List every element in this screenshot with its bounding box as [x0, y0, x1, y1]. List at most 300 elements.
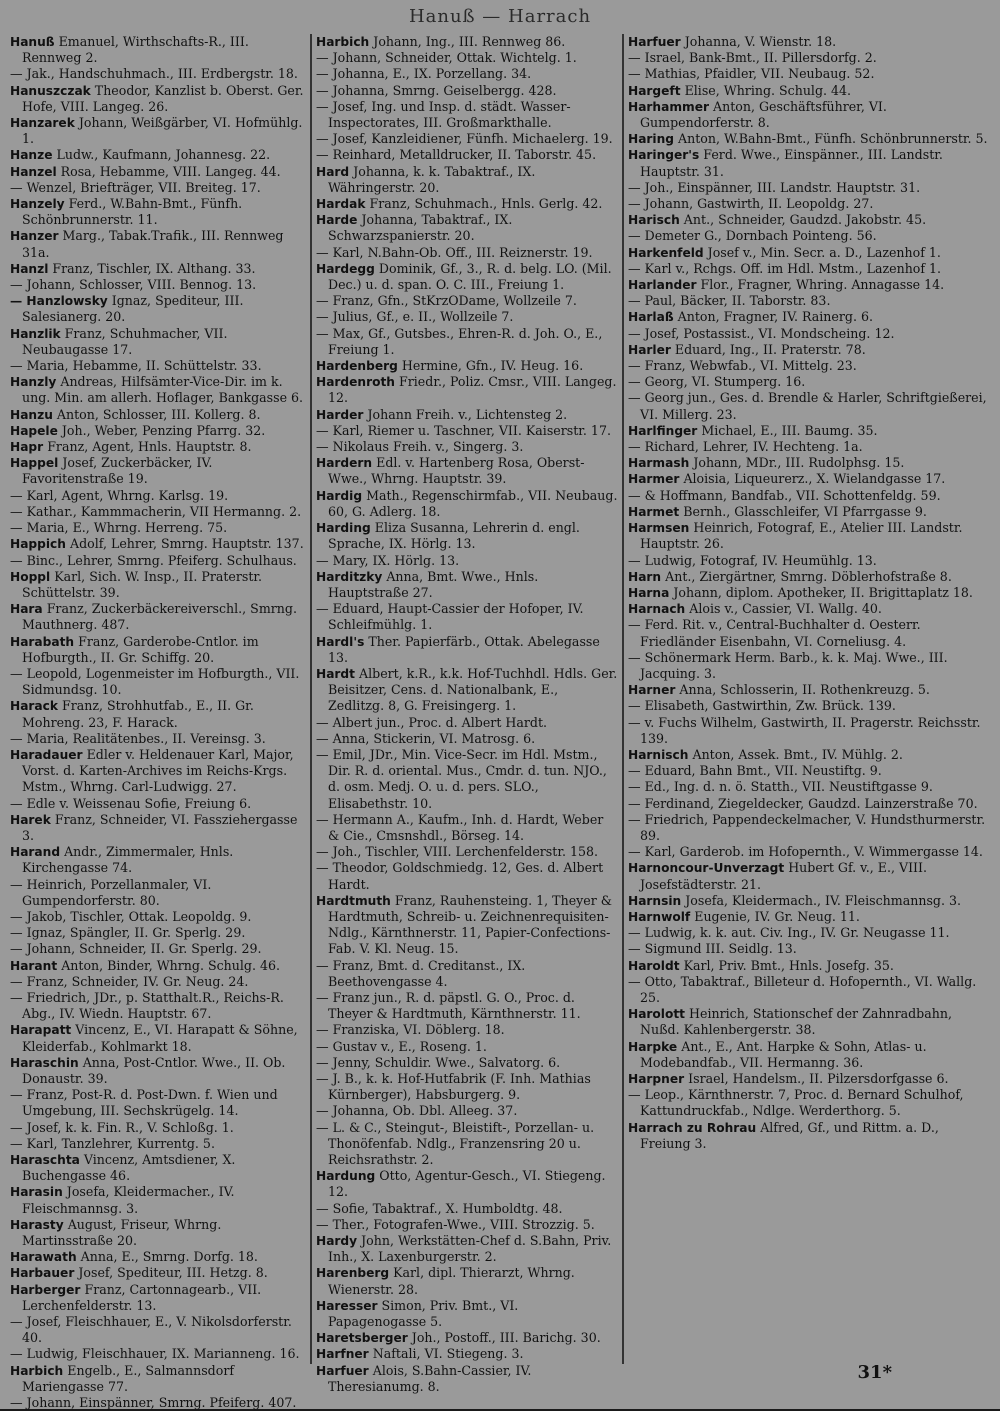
directory-entry: [10, 180, 306, 196]
entry-surname: Harrach zu Rohrau: [628, 1120, 757, 1135]
directory-entry: [628, 650, 992, 682]
entry-details: Simon, Priv. Bmt., VI. Papagenogasse 5.: [328, 1297, 519, 1330]
entry-details: Karl, Priv. Bmt., Hnls. Josefg. 35.: [683, 957, 894, 973]
entry-surname: Harnwolf: [628, 909, 691, 924]
entry-details: — Jenny, Schuldir. Wwe., Salvatorg. 6.: [316, 1054, 561, 1070]
entry-details: — Mary, IX. Hörlg. 13.: [316, 552, 460, 568]
directory-entry: [10, 439, 306, 455]
directory-entry: [628, 99, 992, 131]
directory-entry: [316, 1055, 618, 1071]
entry-details: — Nikolaus Freih. v., Singerg. 3.: [316, 439, 524, 455]
directory-entry: [316, 439, 618, 455]
entry-surname: Hanzu: [10, 407, 53, 422]
entry-details: — Karl, Garderob. im Hofopernth., V. Wimmergasse 14.: [628, 844, 983, 860]
entry-details: — Jak., Handschuhmach., III. Erdbergstr. 18.: [10, 66, 298, 82]
directory-entry: [628, 698, 992, 714]
entry-details: — Georg jun., Ges. d. Brendle & Harler, Schriftgießerei, VI. Millerg. 23.: [628, 390, 987, 422]
entry-surname: Harditzky: [316, 569, 383, 584]
entry-surname: Harmsen: [628, 521, 690, 536]
directory-entry: [628, 504, 992, 520]
entry-details: — Johanna, E., IX. Porzellang. 34.: [316, 66, 532, 82]
entry-surname: Harenberg: [316, 1266, 390, 1281]
entry-details: — Anna, Stickerin, VI. Matrosg. 6.: [316, 730, 536, 746]
entry-details: — Franz, Post-R. d. Post-Dwn. f. Wien und Umgebung, III. Sechskrügelg. 14.: [10, 1087, 278, 1119]
entry-details: Anna, E., Smrng. Dorfg. 18.: [80, 1249, 258, 1265]
entry-surname: Harner: [628, 683, 676, 698]
directory-entry: [628, 293, 992, 309]
directory-entry: [628, 488, 992, 504]
column-1: [6, 34, 312, 1411]
entry-details: — Franz, Schneider, IV. Gr. Neug. 24.: [10, 973, 249, 989]
entry-surname: Harmet: [628, 504, 680, 519]
directory-entry: [316, 1217, 618, 1233]
entry-surname: Harfuer: [316, 1363, 369, 1378]
entry-details: Anton, Assek. Bmt., IV. Mühlg. 2.: [692, 746, 903, 762]
entry-surname: Hanzly: [10, 375, 57, 390]
directory-entry: [316, 1346, 618, 1362]
entry-surname: Hanuß: [10, 35, 55, 49]
entry-details: — Ludwig, Fleischhauer, IX. Marianneng. 16.: [10, 1346, 300, 1362]
entry-details: Heinrich, Stationschef der Zahnradbahn, Nußd. Kahlenbergerstr. 38.: [640, 1006, 952, 1038]
entry-details: Josef v., Min. Secr. a. D., Lazenhof 1.: [707, 244, 941, 260]
directory-entry: [10, 1022, 306, 1054]
directory-entry: [10, 115, 306, 147]
directory-entry: [10, 1314, 306, 1346]
entry-surname: Harhammer: [628, 99, 710, 114]
entry-details: — Johann, Schneider, II. Gr. Sperlg. 29.: [10, 941, 262, 957]
directory-entry: [10, 812, 306, 844]
directory-entry: [628, 83, 992, 99]
directory-entry: [10, 34, 306, 66]
directory-entry: [316, 261, 618, 293]
entry-details: — Israel, Bank-Bmt., II. Pillersdorfg. 2.: [628, 50, 877, 66]
entry-details: — Karl, N.Bahn-Ob. Off., III. Reiznerstr. 19.: [316, 244, 593, 260]
entry-details: — Ludwig, k. k. aut. Civ. Ing., IV. Gr. Neugasse 11.: [628, 925, 950, 941]
directory-entry: [10, 455, 306, 487]
entry-details: — Karl v., Rchgs. Off. im Hdl. Mstm., Lazenhof 1.: [628, 260, 942, 276]
entry-details: — Maria, Hebamme, II. Schüttelstr. 33.: [10, 358, 262, 374]
directory-entry: [316, 1103, 618, 1119]
directory-entry: [316, 731, 618, 747]
entry-surname: Harant: [10, 958, 58, 973]
directory-entry: [10, 1120, 306, 1136]
entry-details: — Friedrich, Pappendeckelmacher, V. Hundsthurmerstr. 89.: [628, 811, 986, 843]
entry-details: Vincenz, E., VI. Harapatt & Söhne, Kleiderfab., Kohlmarkt 18.: [22, 1022, 298, 1054]
directory-entry: [316, 1022, 618, 1038]
entry-details: — J. B., k. k. Hof-Hutfabrik (F. Inh. Mathias Kürnberger), Habsburgerg. 9.: [316, 1071, 591, 1103]
directory-entry: [10, 293, 306, 325]
directory-entry: [10, 83, 306, 115]
entry-details: Eduard, Ing., II. Praterstr. 78.: [674, 341, 866, 357]
entry-details: Joh., Postoff., III. Barichg. 30.: [411, 1330, 601, 1346]
entry-details: — Ther., Fotografen-Wwe., VIII. Strozzig. 5.: [316, 1216, 595, 1232]
entry-details: — Julius, Gf., e. II., Wollzeile 7.: [316, 309, 514, 325]
entry-details: Franz, Cartonnagearb., VII. Lerchenfelderstr. 13.: [22, 1281, 262, 1313]
entry-details: — Eduard, Bahn Bmt., VII. Neustiftg. 9.: [628, 763, 882, 779]
entry-details: — Karl, Riemer u. Taschner, VII. Kaiserstr. 17.: [316, 422, 611, 438]
directory-entry: [628, 585, 992, 601]
directory-entry: [316, 99, 618, 131]
directory-entry: [628, 844, 992, 860]
directory-entry: [10, 1217, 306, 1249]
directory-entry: [628, 245, 992, 261]
entry-details: — L. & C., Steingut-, Bleistift-, Porzellan- u. Thonöfenfab. Ndlg., Franzensring 20 u. Reichsrathstr. 2.: [316, 1119, 595, 1168]
entry-surname: Hardern: [316, 456, 373, 471]
entry-surname: Hara: [10, 602, 43, 617]
directory-entry: [10, 1136, 306, 1152]
page-header: Hanuß — Harrach: [408, 6, 592, 27]
directory-entry: [316, 958, 618, 990]
directory-entry: [10, 147, 306, 163]
entry-details: Bernh., Glasschleifer, VI Pfarrgasse 9.: [683, 503, 927, 519]
directory-entry: [10, 698, 306, 730]
entry-details: Josef, Zuckerbäcker, IV. Favoritenstraße 19.: [22, 455, 213, 487]
entry-details: — Kathar., Kammmacherin, VII Hermanng. 2.: [10, 503, 302, 519]
entry-surname: Harawath: [10, 1250, 77, 1265]
entry-surname: Harek: [10, 812, 51, 827]
entry-details: — Franz, Bmt. d. Creditanst., IX. Beethovengasse 4.: [316, 957, 526, 989]
entry-details: Andreas, Hilfsämter-Vice-Dir. im k. ung. Min. am allerh. Hoflager, Bankgasse 6.: [22, 374, 304, 406]
directory-entry: [628, 796, 992, 812]
directory-entry: [10, 1249, 306, 1265]
entry-surname: Hanzlik: [10, 326, 61, 341]
directory-entry: [10, 1395, 306, 1411]
directory-entry: [628, 958, 992, 974]
entry-details: Anton, W.Bahn-Bmt., Fünfh. Schönbrunnerstr. 5.: [678, 131, 988, 147]
directory-entry: [10, 423, 306, 439]
directory-entry: [316, 212, 618, 244]
entry-details: — Theodor, Goldschmiedg. 12, Ges. d. Albert Hardt.: [316, 860, 604, 892]
entry-surname: Harasin: [10, 1185, 63, 1200]
entry-surname: Hard: [316, 164, 350, 179]
entry-surname: Harn: [628, 569, 662, 584]
entry-details: — Gustav v., E., Roseng. 1.: [316, 1038, 487, 1054]
entry-details: — Johann, Schneider, Ottak. Wichtelg. 1.: [316, 50, 577, 66]
directory-entry: [10, 504, 306, 520]
directory-entry: [316, 844, 618, 860]
entry-surname: Hardt: [316, 666, 355, 681]
directory-entry: [316, 553, 618, 569]
column-2: [312, 34, 624, 1394]
directory-entry: [316, 569, 618, 601]
entry-surname: Haringer's: [628, 148, 700, 163]
directory-entry: [628, 1039, 992, 1071]
entry-surname: Harkenfeld: [628, 245, 704, 260]
entry-surname: Harpner: [628, 1072, 685, 1086]
entry-details: Anna, Schlosserin, II. Rothenkreuzg. 5.: [679, 682, 930, 698]
directory-entry: [10, 1087, 306, 1119]
entry-details: Franz, Schuhmach., Hnls. Gerlg. 42.: [369, 196, 603, 212]
directory-entry: [316, 715, 618, 731]
entry-details: — Johanna, Ob. Dbl. Alleeg. 37.: [316, 1103, 518, 1119]
entry-details: Franz, Strohhutfab., E., II. Gr. Mohreng. 23, F. Harack.: [22, 698, 254, 730]
directory-entry: [628, 471, 992, 487]
entry-details: — Maria, E., Whrng. Herreng. 75.: [10, 520, 228, 536]
entry-details: Franz, Tischler, IX. Althang. 33.: [52, 260, 256, 276]
directory-entry: [628, 1006, 992, 1038]
entry-details: — Albert jun., Proc. d. Albert Hardt.: [316, 714, 548, 730]
page-number: 31*: [857, 1362, 892, 1383]
entry-surname: Harnach: [628, 602, 686, 617]
directory-entry: [316, 196, 618, 212]
entry-details: — Josef, Postassist., VI. Mondscheing. 12.: [628, 325, 895, 341]
directory-entry: [316, 601, 618, 633]
entry-details: — Binc., Lehrer, Smrng. Pfeiferg. Schulhaus.: [10, 552, 297, 568]
entry-details: — Johann, Gastwirth, II. Leopoldg. 27.: [628, 196, 874, 212]
entry-details: — Johanna, Smrng. Geiselbergg. 428.: [316, 82, 557, 98]
entry-details: Otto, Agentur-Gesch., VI. Stiegeng. 12.: [328, 1168, 606, 1200]
entry-details: — Leopold, Logenmeister im Hofburgth., VII. Sidmundsg. 10.: [10, 665, 300, 698]
entry-surname: Haretsberger: [316, 1331, 408, 1346]
entry-details: Alois v., Cassier, VI. Wallg. 40.: [689, 601, 882, 617]
directory-entry: [316, 893, 618, 958]
entry-details: — Demeter G., Dornbach Pointeng. 56.: [628, 228, 877, 244]
directory-entry: [10, 1184, 306, 1216]
directory-entry: [628, 941, 992, 957]
entry-details: Ant., E., Ant. Harpke & Sohn, Atlas- u. Modebandfab., VII. Hermanng. 36.: [640, 1038, 927, 1070]
entry-details: Josefa, Kleidermach., IV. Fleischmannsg. 3.: [685, 892, 962, 908]
entry-details: Anton, Fragner, IV. Rainerg. 6.: [677, 309, 873, 325]
entry-details: — Schönermark Herm. Barb., k. k. Maj. Wwe., III. Jacquing. 3.: [628, 649, 948, 681]
directory-entry: [316, 358, 618, 374]
directory-entry: [628, 180, 992, 196]
entry-surname: Haresser: [316, 1298, 378, 1313]
entry-details: Naftali, VI. Stiegeng. 3.: [372, 1346, 524, 1362]
directory-entry: [10, 553, 306, 569]
entry-details: Marg., Tabak.Trafik., III. Rennweg 31a.: [22, 228, 284, 260]
entry-surname: Harna: [628, 585, 670, 600]
entry-surname: Hardy: [316, 1234, 358, 1249]
entry-details: — Mathias, Pfaidler, VII. Neubaug. 52.: [628, 66, 875, 82]
entry-surname: Hardl's: [316, 634, 365, 649]
entry-details: Anton, Binder, Whrng. Schulg. 46.: [61, 957, 280, 973]
entry-details: Friedr., Poliz. Cmsr., VIII. Langeg. 12.: [328, 374, 617, 406]
entry-details: — Josef, Kanzleidiener, Fünfh. Michaelerg. 19.: [316, 131, 613, 147]
directory-entry: [10, 488, 306, 504]
directory-entry: [316, 66, 618, 82]
directory-entry: [10, 228, 306, 260]
entry-surname: Hapr: [10, 440, 44, 455]
entry-surname: Harnsin: [628, 893, 682, 908]
entry-surname: — Hanzlowsky: [10, 294, 108, 309]
entry-details: — Wenzel, Briefträger, VII. Breiteg. 17.: [10, 179, 261, 195]
entry-details: Anna, Post-Cntlor. Wwe., II. Ob. Donaustr. 39.: [22, 1054, 286, 1086]
entry-details: Israel, Handelsm., II. Pilzersdorfgasse 6.: [688, 1071, 949, 1086]
directory-entry: [628, 147, 992, 179]
entry-surname: Harding: [316, 521, 371, 536]
entry-details: — Franz jun., R. d. päpstl. G. O., Proc. d. Theyer & Hardtmuth, Kärnthnerstr. 11.: [316, 989, 581, 1022]
directory-entry: [10, 261, 306, 277]
entry-details: — Franz, Gfn., StKrzODame, Wollzeile 7.: [316, 293, 577, 309]
entry-surname: Harnoncour-Unverzagt: [628, 861, 785, 876]
entry-details: Edler v. Heldenauer Karl, Major, Vorst. d. Karten-Archives im Reichs-Krgs. Mstm., Whrng. Carl-Ludwigg. 27.: [22, 746, 294, 795]
directory-entry: [628, 1071, 992, 1087]
entry-details: Ferd., W.Bahn-Bmt., Fünfh. Schönbrunnerstr. 11.: [22, 196, 243, 228]
directory-entry: [316, 455, 618, 487]
entry-details: — & Hoffmann, Bandfab., VII. Schottenfeldg. 59.: [628, 487, 941, 503]
directory-entry: [628, 326, 992, 342]
entry-surname: Harmer: [628, 472, 680, 487]
entry-details: Heinrich, Fotograf, E., Atelier III. Landstr. Hauptstr. 26.: [640, 520, 963, 552]
entry-details: — Paul, Bäcker, II. Taborstr. 83.: [628, 293, 831, 309]
directory-entry: [10, 1346, 306, 1362]
entry-details: Hermine, Gfn., IV. Heug. 16.: [401, 358, 584, 374]
directory-entry: [10, 941, 306, 957]
directory-entry: [628, 569, 992, 585]
directory-entry: [628, 715, 992, 747]
entry-surname: Hardig: [316, 488, 363, 503]
directory-entry: [316, 34, 618, 50]
directory-entry: [628, 196, 992, 212]
directory-entry: [316, 374, 618, 406]
directory-entry: [628, 277, 992, 293]
entry-details: — Franziska, VI. Döblerg. 18.: [316, 1022, 505, 1038]
directory-entry: [628, 131, 992, 147]
entry-details: — Karl, Agent, Whrng. Karlsg. 19.: [10, 487, 229, 503]
entry-details: Anna, Bmt. Wwe., Hnls. Hauptstraße 27.: [328, 568, 539, 600]
directory-entry: [628, 974, 992, 1006]
entry-details: Franz, Agent, Hnls. Hauptstr. 8.: [47, 439, 252, 455]
entry-details: Vincenz, Amtsdiener, X. Buchengasse 46.: [22, 1152, 236, 1184]
directory-entry: [628, 779, 992, 795]
directory-entry: [10, 536, 306, 552]
directory-entry: [316, 812, 618, 844]
directory-entry: [628, 390, 992, 422]
entry-surname: Harpke: [628, 1039, 678, 1054]
entry-details: — Josef, k. k. Fin. R., V. Schloßg. 1.: [10, 1119, 234, 1135]
directory-entry: [10, 990, 306, 1022]
entry-details: — Elisabeth, Gastwirthin, Zw. Brück. 139.: [628, 698, 896, 714]
entry-surname: Harfuer: [628, 35, 681, 49]
entry-surname: Harler: [628, 342, 671, 357]
directory-entry: [316, 83, 618, 99]
entry-details: Anton, Geschäftsführer, VI. Gumpendorferstr. 8.: [640, 98, 887, 131]
directory-entry: [628, 860, 992, 892]
entry-surname: Happel: [10, 456, 59, 471]
directory-entry: [316, 990, 618, 1022]
entry-surname: Hanzely: [10, 197, 65, 212]
directory-entry: [316, 326, 618, 358]
entry-details: Ignaz, Spediteur, III. Salesianerg. 20.: [22, 293, 244, 325]
directory-entry: [628, 50, 992, 66]
directory-entry: [316, 1120, 618, 1169]
directory-entry: [10, 974, 306, 990]
entry-surname: Hardenberg: [316, 359, 398, 374]
entry-details: Hubert Gf. v., E., VIII. Josefstädterstr. 21.: [640, 860, 928, 892]
directory-entry: [10, 358, 306, 374]
directory-entry: [628, 261, 992, 277]
directory-entry: [10, 326, 306, 358]
entry-surname: Harbich: [10, 1363, 64, 1378]
entry-surname: Harlander: [628, 278, 697, 293]
directory-entry: [316, 147, 618, 163]
entry-details: — Hermann A., Kaufm., Inh. d. Hardt, Weber & Cie., Cmsnshdl., Börseg. 14.: [316, 811, 604, 843]
directory-entry: [10, 844, 306, 876]
entry-details: Eugenie, IV. Gr. Neug. 11.: [694, 908, 860, 924]
directory-entry: [628, 228, 992, 244]
entry-surname: Hargeft: [628, 83, 681, 98]
directory-entry: [10, 277, 306, 293]
directory-entry: [10, 1282, 306, 1314]
entry-details: Franz, Rauhensteing. 1, Theyer & Hardtmuth, Schreib- u. Zeichnenrequisiten-Ndlg., Kärnthnerstr. 11, Papier-Confections-Fab. V. Kl. Neug. 15.: [328, 892, 612, 957]
directory-entry: [628, 374, 992, 390]
entry-surname: Hardtmuth: [316, 893, 391, 908]
entry-surname: Harbauer: [10, 1266, 75, 1281]
entry-details: Aloisia, Liqueurerz., X. Wielandgasse 17.: [683, 471, 946, 487]
directory-entry: [316, 407, 618, 423]
entry-details: Johann, Ing., III. Rennweg 86.: [373, 34, 566, 49]
entry-details: Alfred, Gf., und Rittm. a. D., Freiung 3.: [640, 1119, 939, 1151]
entry-details: — Karl, Tanzlehrer, Kurrentg. 5.: [10, 1135, 215, 1151]
entry-surname: Hanzarek: [10, 116, 75, 131]
entry-details: Karl, Sich. W. Insp., II. Praterstr. Schüttelstr. 39.: [22, 568, 263, 600]
entry-details: Ferd. Wwe., Einspänner., III. Landstr. Hauptstr. 31.: [640, 147, 943, 179]
entry-details: Alois, S.Bahn-Cassier, IV. Theresianumg. 8.: [328, 1362, 532, 1394]
directory-entry: [628, 455, 992, 471]
directory-entry: [316, 860, 618, 892]
directory-entry: [316, 245, 618, 261]
entry-details: Johann, MDr., III. Rudolphsg. 15.: [693, 455, 905, 471]
entry-details: Johanna, Tabaktraf., IX. Schwarzspanierstr. 20.: [328, 212, 513, 244]
directory-entry: [628, 309, 992, 325]
entry-surname: Harack: [10, 699, 58, 714]
entry-details: — Josef, Ing. und Insp. d. städt. Wasser-Inspectorates, III. Großmarkthalle.: [316, 98, 571, 131]
directory-entry: [628, 1087, 992, 1119]
entry-details: Joh., Weber, Penzing Pfarrg. 32.: [61, 422, 266, 438]
entry-details: Josef, Spediteur, III. Hetzg. 8.: [78, 1265, 268, 1281]
directory-entry: [10, 958, 306, 974]
directory-entry: [10, 634, 306, 666]
entry-details: Ant., Schneider, Gaudzd. Jakobstr. 45.: [683, 212, 927, 228]
entry-details: Albert, k.R., k.k. Hof-Tuchhdl. Hdls. Ger. Beisitzer, Cens. d. Nationalbank, E., Zedlitzg. 8, G. Freisingerg. 1.: [328, 665, 618, 714]
entry-surname: Harisch: [628, 213, 680, 228]
entry-surname: Harnisch: [628, 747, 689, 762]
entry-surname: Haraschin: [10, 1055, 79, 1070]
directory-entry: [628, 812, 992, 844]
directory-entry: [10, 374, 306, 406]
entry-details: — Ferd. Rit. v., Central-Buchhalter d. Oesterr. Friedländer Eisenbahn, VI. Corneliusg. 4.: [628, 617, 921, 649]
directory-entry: [10, 1265, 306, 1281]
directory-entry: [628, 925, 992, 941]
entry-surname: Happich: [10, 537, 66, 552]
directory-entry: [316, 293, 618, 309]
entry-details: Johanna, V. Wienstr. 18.: [684, 34, 837, 49]
entry-details: — Eduard, Haupt-Cassier der Hofoper, IV. Schleifmühlg. 1.: [316, 601, 584, 633]
entry-surname: Haraschta: [10, 1153, 80, 1168]
entry-surname: Hanzer: [10, 229, 59, 244]
entry-details: Michael, E., III. Baumg. 35.: [701, 422, 878, 438]
entry-details: — Otto, Tabaktraf., Billeteur d. Hofopernth., VI. Wallg. 25.: [628, 973, 977, 1005]
entry-details: — Edle v. Weissenau Sofie, Freiung 6.: [10, 795, 252, 811]
directory-entry: [10, 666, 306, 698]
directory-entry: [10, 1152, 306, 1184]
directory-entry: [628, 212, 992, 228]
entry-details: — Heinrich, Porzellanmaler, VI. Gumpendorferstr. 80.: [10, 876, 212, 908]
entry-details: — Ignaz, Spängler, II. Gr. Sperlg. 29.: [10, 925, 246, 941]
directory-entry: [10, 601, 306, 633]
directory-entry: [316, 423, 618, 439]
directory-entry: [316, 520, 618, 552]
entry-details: — Joh., Einspänner, III. Landstr. Hauptstr. 31.: [628, 179, 921, 195]
entry-surname: Hanzel: [10, 164, 57, 179]
entry-surname: Hanuszczak: [10, 83, 91, 98]
directory-entry: [10, 407, 306, 423]
directory-entry: [316, 1265, 618, 1297]
entry-details: Ludw., Kaufmann, Johannesg. 22.: [56, 147, 271, 163]
entry-details: — Ed., Ing. d. n. ö. Statth., VII. Neustiftgasse 9.: [628, 779, 933, 795]
entry-surname: Harolott: [628, 1007, 686, 1022]
entry-details: — Johann, Einspänner, Smrng. Pfeiferg. 407.: [10, 1395, 297, 1411]
